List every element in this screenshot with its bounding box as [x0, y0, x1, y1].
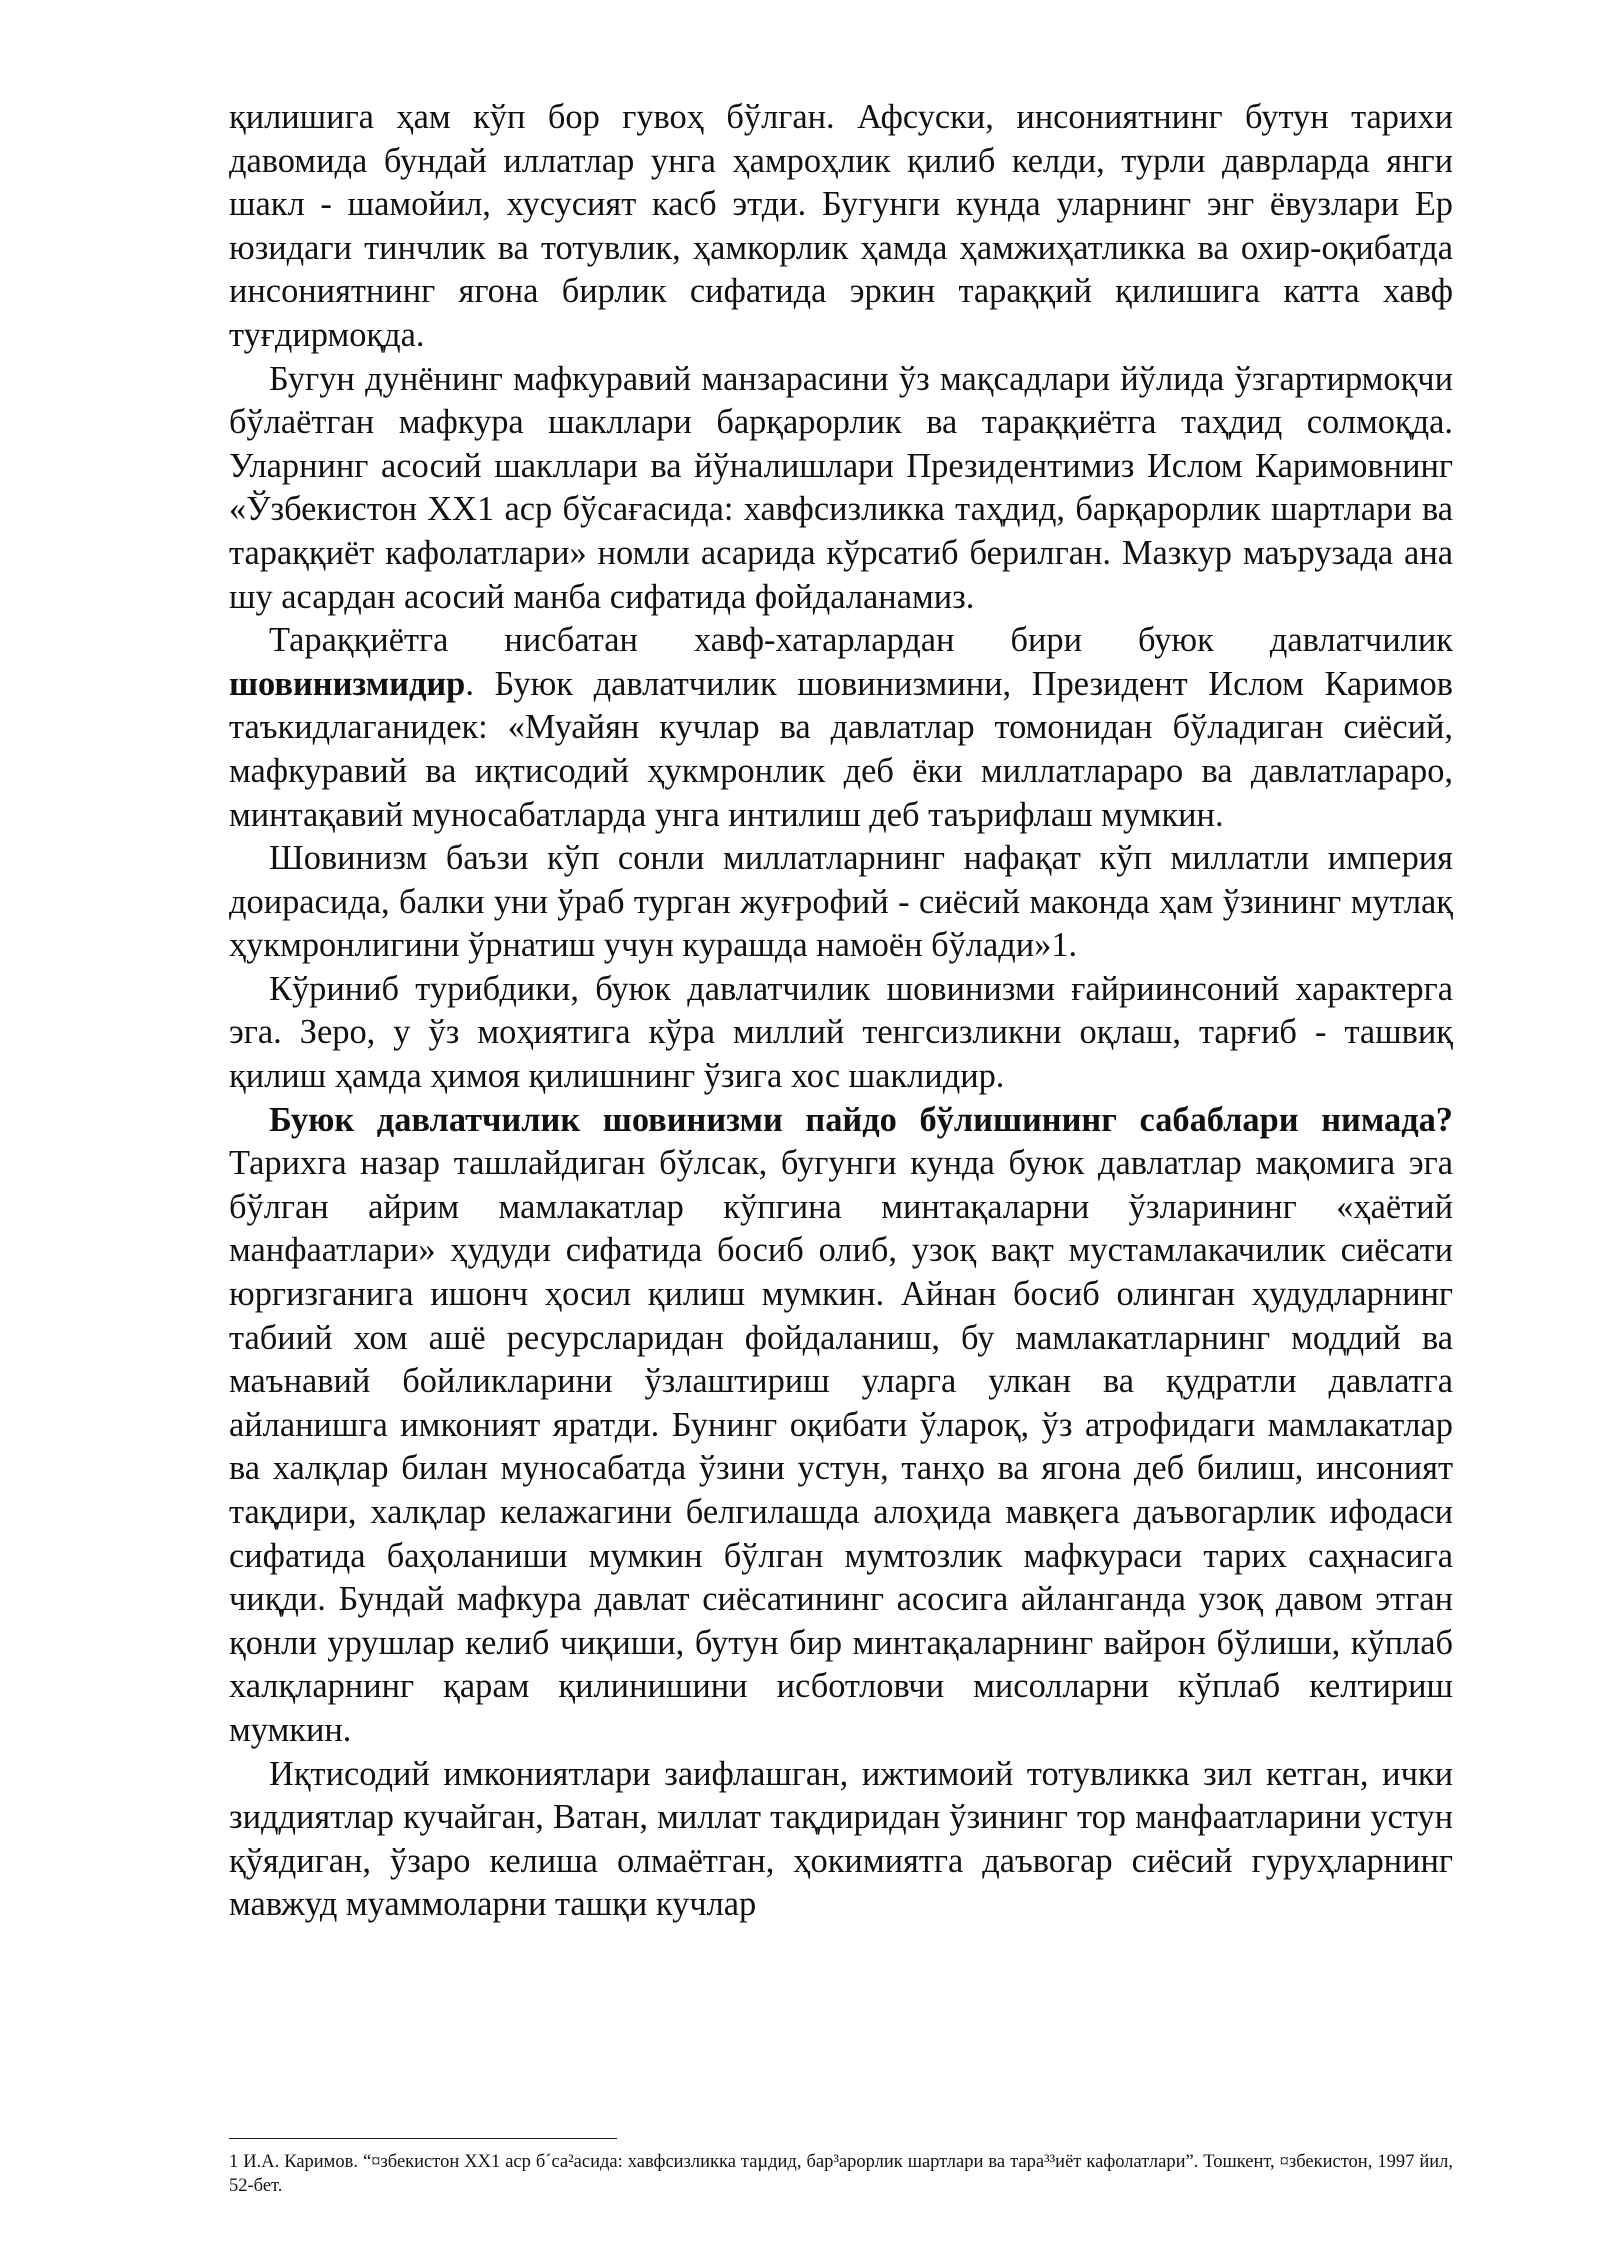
text-run: Иқтисодий имкониятлари заифлашган, ижтимоий тотувликка зил кетган, ички зиддиятлар кучайган, Ватан, миллат тақдиридан ўзининг тор манфаатларини устун қўядиган, ўзаро келиша олмаётган, ҳокимиятга даъвогар сиёсий гуруҳларнинг мавжуд муаммоларни ташқи кучлар	[229, 1754, 1453, 1924]
footnote: 1 И.А. Каримов. “¤збекистон XX1 аср б´са²асида: хавфсизликка таµдид, бар³арорлик шартлари ва тара³³иёт кафолатлари”. Тошкент, ¤збекистон, 1997 йил, 52-бет.	[229, 2152, 1453, 2196]
text-run: Тараққиётга нисбатан хавф-хатарлардан бири буюк давлатчилик	[269, 621, 1453, 660]
text-run: Бугун дунёнинг мафкуравий манзарасини ўз мақсадлари йўлида ўзгартирмоқчи бўлаётган мафкура шакллари барқарорлик ва тараққиётга таҳдид солмоқда. Уларнинг асосий шакллари ва йўналишлари Президентимиз Ислом Каримовнинг «Ўзбекистон XX1 аср бўсағасида: хавфсизликка таҳдид, барқарорлик шартлари ва тараққиёт кафолатлари» номли асарида кўрсатиб берилган. Мазкур маърузада ана шу асардан асосий манба сифатида фойдаланамиз.	[229, 359, 1453, 616]
text-run: қилишига ҳам кўп бор гувоҳ бўлган. Афсуски, инсониятнинг бутун тарихи давомида бундай иллатлар унга ҳамроҳлик қилиб келди, турли даврларда янги шакл - шамойил, хусусият касб этди. Бугунги кунда уларнинг энг ёвузлари Ер юзидаги тинчлик ва тотувлик, ҳамкорлик ҳамда ҳамжиҳатликка ва охир-оқибатда инсониятнинг ягона бирлик сифатида эркин тараққий қилишига катта хавф туғдирмоқда.	[229, 98, 1453, 354]
paragraph-3	[229, 619, 1453, 837]
paragraph-4	[229, 837, 1453, 968]
paragraph-2	[229, 358, 1453, 620]
text-run: Кўриниб турибдики, буюк давлатчилик шовинизми ғайриинсоний характерга эга. Зеро, у ўз моҳиятига кўра миллий тенгсизликни оқлаш, тарғиб - ташвиқ қилиш ҳамда ҳимоя қилишнинг ўзига хос шаклидир.	[229, 969, 1453, 1096]
text-run: Шовинизм баъзи кўп сонли миллатларнинг нафақат кўп миллатли империя доирасида, балки уни ўраб турган жуғрофий - сиёсий маконда ҳам ўзининг мутлақ ҳукмронлигини ўрнатиш учун курашда намоён бўлади»1.	[229, 839, 1453, 965]
page-body	[229, 96, 1453, 1927]
bold-term: шовинизмидир	[229, 664, 466, 703]
text-run: . Буюк давлатчилик шовинизмини, Президент Ислом Каримов таъкидлаганидек: «Муайян кучлар ва давлатлар томонидан бўладиган сиёсий, мафкуравий ва иқтисодий ҳукмронлик деб ёки миллатлараро ва давлатлараро, минтақавий муносабатларда унга интилиш деб таърифлаш мумкин.	[229, 664, 1453, 834]
paragraph-7	[229, 1753, 1453, 1927]
footnote-separator	[229, 2138, 617, 2139]
bold-term: Буюк давлатчилик шовинизми пайдо бўлишининг сабаблари нимада?	[269, 1100, 1453, 1139]
paragraph-6	[229, 1099, 1453, 1753]
paragraph-5	[229, 968, 1453, 1099]
paragraph-1	[229, 96, 1453, 358]
text-run: Тарихга назар ташлайдиган бўлсак, бугунги кунда буюк давлатлар мақомига эга бўлган айрим мамлакатлар кўпгина минтақаларни ўзларининг «ҳаётий манфаатлари» ҳудуди сифатида босиб олиб, узоқ вақт мустамлакачилик сиёсати юргизганига ишонч ҳосил қилиш мумкин. Айнан босиб олинган ҳудудларнинг табиий хом ашё ресурсларидан фойдаланиш, бу мамлакатларнинг моддий ва маънавий бойликларини ўзлаштириш уларга улкан ва қудратли давлатга айланишга имконият яратди. Бунинг оқибати ўлароқ, ўз атрофидаги мамлакатлар ва халқлар билан муносабатда ўзини устун, танҳо ва ягона деб билиш, инсоният тақдири, халқлар келажагини белгилашда алоҳида мавқега даъвогарлик ифодаси сифатида баҳоланиши мумкин бўлган мумтозлик мафкураси тарих саҳнасига чиқди. Бундай мафкура давлат сиёсатининг асосига айланганда узоқ давом этган қонли урушлар келиб чиқиши, бутун бир минтақаларнинг вайрон бўлиши, кўплаб халқларнинг қарам қилинишини исботловчи мисолларни кўплаб келтириш мумкин.	[229, 1144, 1453, 1749]
